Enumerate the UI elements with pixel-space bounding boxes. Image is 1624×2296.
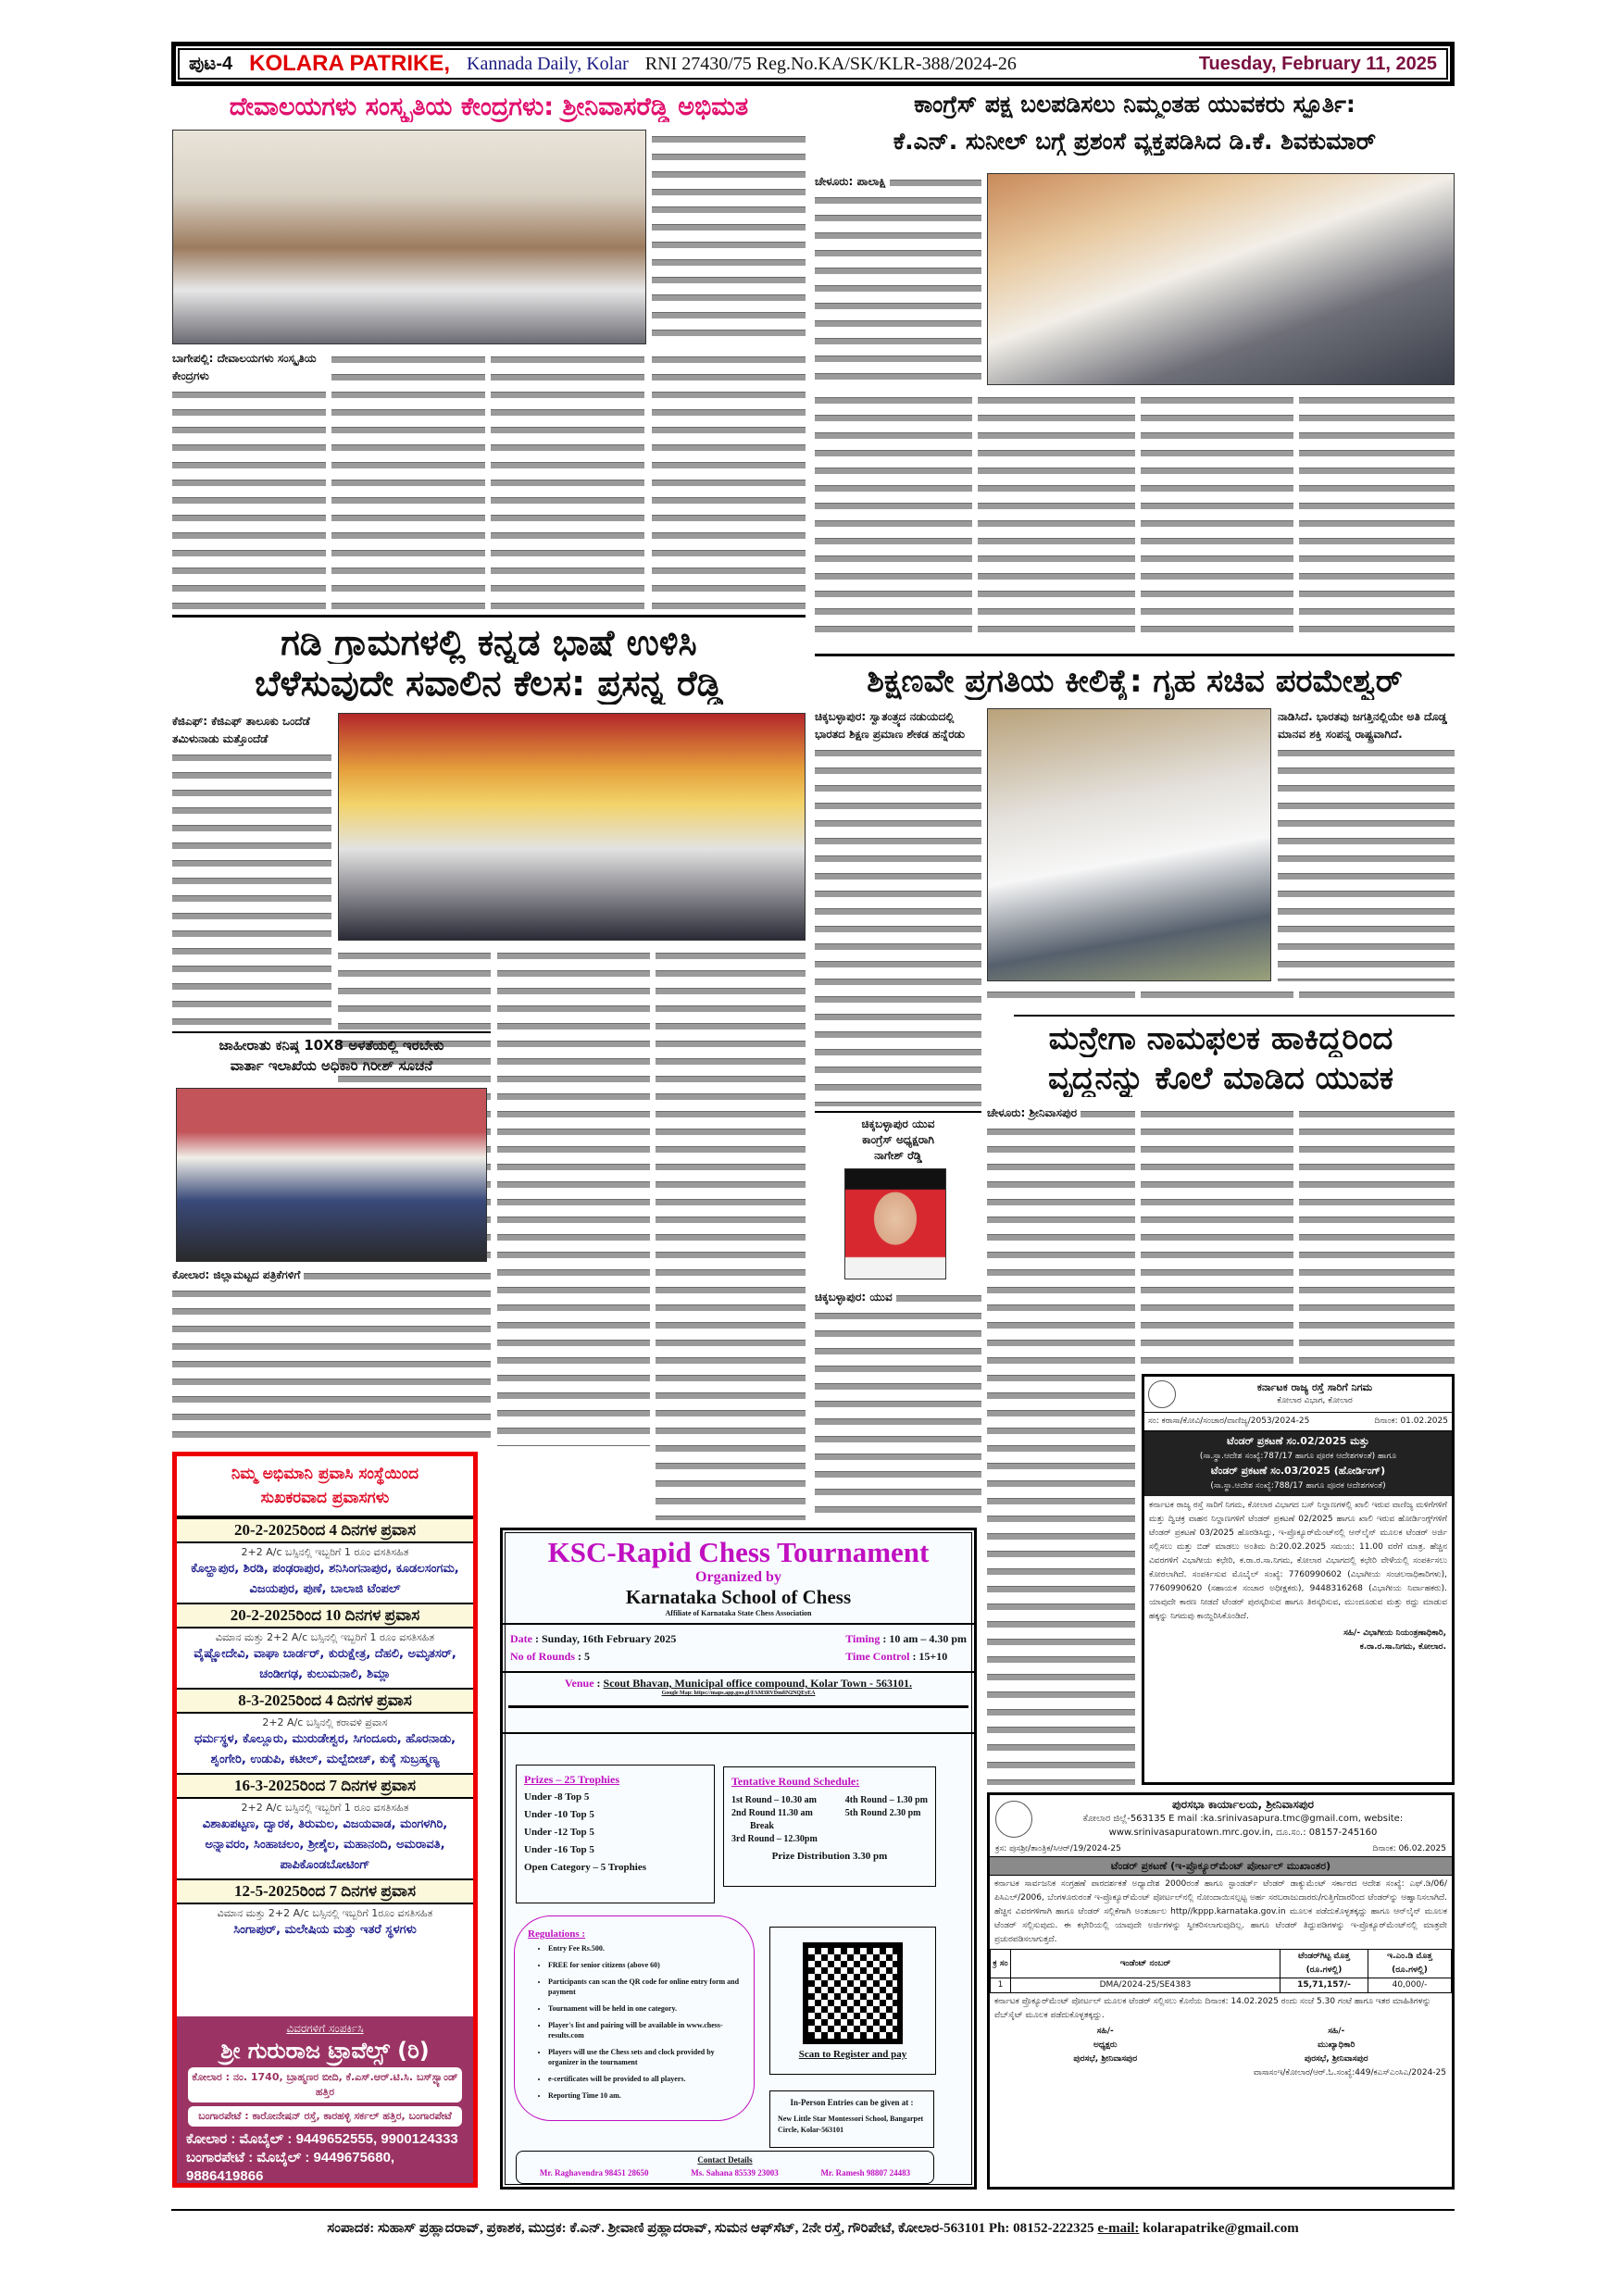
tender-org: ಕರ್ನಾಟಕ ರಾಜ್ಯ ರಸ್ತೆ ಸಾರಿಗೆ ನಿಗಮ [1256, 1381, 1373, 1393]
divider [815, 1111, 981, 1113]
divider [815, 654, 1455, 656]
story-headline: ಮನ್ರೇಗಾ ನಾಮಫಲಕ ಹಾಕಿದ್ದರಿಂದ [1048, 1020, 1393, 1057]
trip-mode: ವಿಮಾನ ಮತ್ತು 2+2 A/c ಬಸ್ಸಿನಲ್ಲಿ ಇಬ್ಬರಿಗೆ 1 ರೂಂ ವಸತಿಸಹಿತ [215, 1631, 435, 1643]
dateline: ಚಿಕ್ಕಬಳ್ಳಾಪುರ: ಸ್ವಾತಂತ್ರ್ಯದ ನಡುಯದಲ್ಲಿ ಭಾರತದ ಶಿಕ್ಷಣ ಪ್ರಮಾಣ ಶೇಕಡ ಹನ್ನೆರಡು [815, 708, 981, 743]
tender-contact: www.srinivasapuratown.mrc.gov.in, ದೂ.ಸಂ.: 08157-245160 [1108, 1828, 1378, 1838]
travel-advertisement [172, 1452, 478, 2188]
address-bangarpet: ಬಂಗಾರಪೇಟೆ : ಕಾರೋನೇಷನ್ ರಸ್ತೆ, ಕಾರಹಳ್ಳಿ ಸರ್ಕಲ್ ಹತ್ತಿರ, ಬಂಗಾರಪೇಟೆ [188, 2106, 462, 2127]
dateline: ಬಾಗೇಪಲ್ಲಿ: ದೇವಾಲಯಗಳು ಸಂಸ್ಕೃತಿಯ ಕೇಂದ್ರಗಳು [172, 350, 326, 385]
schedule-title: Tentative Round Schedule: [731, 1775, 860, 1788]
article-text [172, 1267, 491, 1442]
divider [1014, 1015, 1455, 1017]
prize-distribution: Prize Distribution 3.30 pm [771, 1851, 888, 1862]
dateline: ಚೇಳೂರು: ಶ್ರೀನಿವಾಸಪುರ [987, 1104, 1081, 1122]
article-text [652, 350, 806, 611]
article-text [1141, 1104, 1293, 1368]
news-photo [176, 1088, 487, 1262]
divider [172, 1031, 491, 1033]
phone-bangarpet: ಬಂಗಾರಪೇಟೆ : ಮೊಬೈಲ್ : 9449675680, 9886419866 [186, 2150, 395, 2184]
column-header: ಇ.ಎಂ.ಡಿ ಮೊತ್ತ (ರೂ.ಗಳಲ್ಲಿ) [1368, 1950, 1452, 1978]
story-headline: ದೇವಾಲಯಗಳು ಸಂಸ್ಕೃತಿಯ ಕೇಂದ್ರಗಳು: ಶ್ರೀನಿವಾಸರೆಡ್ಡಿ ಅಭಿಮತ [229, 93, 749, 121]
masthead [171, 42, 1455, 86]
trip-item [177, 1603, 473, 1688]
dateline: ಕೋಲಾರ: ಜಿಲ್ಲಾಮಟ್ಟದ ಪತ್ರಿಕೆಗಳಿಗೆ [172, 1267, 304, 1284]
article-text [1141, 985, 1293, 1009]
article-text [1141, 391, 1293, 639]
regulation-item: • Reporting Time 10 am. [548, 2090, 741, 2101]
story-headline: ಕೆ.ಎನ್. ಸುನೀಲ್ ಬಗ್ಗೆ ಪ್ರಶಂಸೆ ವ್ಯಕ್ತಪಡಿಸಿದ ಡಿ.ಕೆ. ಶಿವಕುಮಾರ್ [893, 128, 1377, 155]
tender-date: ದಿನಾಂಕ: 06.02.2025 [1372, 1844, 1446, 1853]
regulation-item: • Participants can scan the QR code for online entry form and payment [548, 1977, 741, 1997]
column-header: ಕ್ರ ಸಂ [991, 1950, 1011, 1978]
regulations-box [514, 1915, 755, 2121]
prizes-title: Prizes – 25 Trophies [524, 1773, 619, 1786]
schedule-item: 1st Round – 10.30 am [731, 1795, 817, 1805]
prize-item: Under -10 Top 5 [524, 1809, 594, 1820]
time-control-value: : 15+10 [912, 1650, 948, 1663]
trip-date: 20-2-2025ರಿಂದ 10 ದಿನಗಳ ಪ್ರವಾಸ [177, 1603, 473, 1628]
signature: ಪುರಸಭೆ, ಶ್ರೀನಿವಾಸಪುರ [1073, 2054, 1138, 2064]
trip-date: 20-2-2025ರಿಂದ 4 ದಿನಗಳ ಪ್ರವಾಸ [177, 1517, 473, 1543]
tournament-title: KSC-Rapid Chess Tournament [547, 1536, 930, 1568]
schedule-item: 2nd Round 11.30 am [731, 1808, 813, 1818]
news-photo [987, 708, 1271, 981]
signature: ಮುಖ್ಯಾಧಿಕಾರಿ [1318, 2040, 1355, 2050]
rounds-label: No of Rounds [510, 1650, 576, 1663]
qr-box [769, 1927, 936, 2075]
article-text [172, 713, 331, 1028]
trip-mode: 2+2 A/c ಬಸ್ಸಿನಲ್ಲಿ ಇಬ್ಬರಿಗೆ 1 ರೂಂ ವಸತಿಸಹಿತ [241, 1802, 409, 1814]
tender-body: ಕರ್ನಾಟಕ ಸಾರ್ವಜನಿಕ ಸಂಗ್ರಹಣೆ ಪಾರದರ್ಶಕತೆ ಅಧ್ಯಾದೇಶ 2000ರಂತೆ ಹಾಗೂ ಸ್ಟಾಂಡರ್ಡ್ ಟೆಂಡರ್ ಡಾಕ್ಯುಮೆಂಟ್ ಸರ್ಕಾರದ ಆದೇಶ ಸಂಖ್ಯೆ: ಎಫ್.ಡಿ/06/ಪಿಸಿಎಲ್/2006, ಬೆಂಗಳೂರುರಂತೆ ಇ-ಪ್ರೊಕ್ಯೂರ್‌ಮೆಂಟ್ ಪೋರ್ಟಲ್‌ನಲ್ಲಿ ನೋಂದಾಯಿಸಲ್ಪಟ್ಟ ಅರ್ಹ ಸರಬರಾಜುದಾರರು/ಗುತ್ತಿಗೆದಾರರಿಂದ ಟೆಂಡರ್‌ನ್ನು ಆಹ್ವಾನಿಸಲಾಗಿದೆ. ಹೆಚ್ಚಿನ ವಿವರಗಳಿಗಾಗಿ ಹಾಗೂ ಟೆಂಡರ್ ಸಲ್ಲಿಕೆಗಾಗಿ ಅಂತರ್ಜಾಲ http//kppp.karnataka.gov.in ಮೂಲಕ ಪಡೆದುಕೊಳ್ಳತಕ್ಕದ್ದು ಹಾಗೂ ಆನ್‌ಲೈನ್ ಮೂಲಕ ಟೆಂಡರ್ ಸಲ್ಲಿಸುವುದು. ಈ ಕಛೇರಿಯಲ್ಲಿ ಯಾವುದೇ ಅರ್ಜಿಗಳನ್ನು ಸ್ವೀಕರಿಸಲಾಗುವುದಿಲ್ಲ. ಹಾಗೂ ಟೆಂಡರ್ ತಿದ್ದುಪಡಿಗಳನ್ನು ಇ-ಪ್ರೊಕ್ಯೂರ್‌ಮೆಂಟ್‌ನಲ್ಲಿ ಮಾತ್ರವೇ ಪ್ರಚುರಪಡಿಸಲಾಗುತ್ತದೆ. [994, 1879, 1447, 1944]
trip-date: 8-3-2025ರಿಂದ 4 ದಿನಗಳ ಪ್ರವಾಸ [177, 1688, 473, 1714]
story-headline: ಕಾಂಗ್ರೆಸ್ ಪಕ್ಷ ಬಲಪಡಿಸಲು ನಿಮ್ಮಂತಹ ಯುವಕರು ಸ್ಫೂರ್ತಿ: [914, 91, 1355, 118]
divider [172, 615, 806, 618]
schedule-item: 4th Round – 1.30 pm [844, 1795, 928, 1805]
tender-banner: ಟೆಂಡರ್ ಪ್ರಕಟಣೆ (ಇ-ಪ್ರೊಕ್ಯೂರ್‌ಮೆಂಟ್ ಪೋರ್ಟಲ್ ಮುಖಾಂತರ) [990, 1856, 1452, 1876]
tender-signature: ಕ.ರಾ.ರ.ಸಾ.ನಿಗಮ, ಕೋಲಾರ. [1359, 1642, 1446, 1652]
tmc-tender-notice [987, 1792, 1455, 2190]
maps-link[interactable]: Google Map: https://maps.app.goo.gl/FAM3RVDmfiN2NQEyEA [661, 1691, 816, 1696]
article-text [1299, 1104, 1455, 1368]
tender-deadline: ಕರ್ನಾಟಕ ಪ್ರೊಕ್ಯೂರ್‌ಮೆಂಟ್ ಪೋರ್ಟಲ್ ಮೂಲಕ ಟೆಂಡರ್ ಸಲ್ಲಿಸಲು ಕೊನೆಯ ದಿನಾಂಕ: 14.02.2025 ರಂದು ಸಂಜೆ 5.30 ಗಂಟೆ ಹಾಗೂ ಇತರ ಮಾಹಿತಿಗಳನ್ನು ವೆಬ್‌ಸೈಟ್ ಮೂಲಕ ಪಡೆದುಕೊಳ್ಳತಕ್ಕದ್ದು. [994, 1997, 1431, 2020]
dateline: ಕೆಜಿಎಫ್: ಕೆಜಿಎಫ್ ತಾಲೂಕು ಒಂದೆಡೆ ತಮಿಳುನಾಡು ಮತ್ತೊಂದೆಡೆ [172, 713, 331, 748]
signature: ಸಹಿ/- [1096, 2027, 1114, 2036]
contact-title: Contact Details [697, 2155, 753, 2165]
inperson-address: New Little Star Montessori School, Bangarpet Circle, Kolar-563101 [778, 2115, 924, 2134]
story-headline: ಜಾಹೀರಾತು ಕನಿಷ್ಠ 10X8 ಅಳತೆಯಲ್ಲಿ ಇರಬೇಕು [219, 1037, 444, 1054]
story-headline: ವಾರ್ತಾ ಇಲಾಖೆಯ ಅಧಿಕಾರಿ ಗಿರೀಶ್ ಸೂಚನೆ [230, 1057, 433, 1074]
dateline: ಚೇಳೂರು: ಪಾಲಾಕ್ಷಿ [815, 173, 890, 191]
inperson-title: In-Person Entries can be given at : [790, 2098, 914, 2107]
tender-table [990, 1949, 1452, 1993]
date-value: : Sunday, 16th February 2025 [535, 1632, 677, 1645]
table-header-row [991, 1950, 1452, 1978]
article-text [815, 708, 981, 1106]
trip-mode: 2+2 A/c ಬಸ್ಸಿನಲ್ಲಿ ಕರಾವಳಿ ಪ್ರವಾಸ [262, 1716, 388, 1728]
prize-item: Open Category – 5 Trophies [524, 1862, 647, 1873]
imprint-footer [171, 2220, 1455, 2237]
affiliation: Affiliate of Karnataka State Chess Association [665, 1609, 812, 1617]
regulation-item: • Player's list and pairing will be available in www.chess-results.com [548, 2020, 741, 2040]
story-headline: ವೃದ್ಧನನ್ನು ಕೊಲೆ ಮಾಡಿದ ಯುವಕ [1047, 1060, 1394, 1097]
table-cell: 40,000/- [1368, 1978, 1452, 1993]
headline-line: ನಾಗೇಶ್ ರೆಡ್ಡಿ [874, 1149, 922, 1162]
organized-by: Organized by [695, 1569, 781, 1585]
trip-mode: ವಿಮಾನ ಮತ್ತು 2+2 A/c ಬಸ್ಸಿನಲ್ಲಿ ಇಬ್ಬರಿಗೆ 1ರೂಂ ವಸತಿಸಹಿತ [217, 1907, 433, 1919]
trip-date: 16-3-2025ರಿಂದ 7 ದಿನಗಳ ಪ್ರವಾಸ [177, 1773, 473, 1799]
table-cell: 15,71,157/- [1280, 1978, 1368, 1993]
article-text [491, 350, 644, 611]
article-text [978, 391, 1135, 639]
headline-line: ಚಿಕ್ಕಬಳ್ಳಾಪುರ ಯುವ [861, 1117, 935, 1130]
page-number: ಪುಟ-4 [189, 53, 233, 74]
column-header: ಟೆಂಡರ್‌ಗಿಟ್ಟ ಮೊತ್ತ (ರೂ.ಗಳಲ್ಲಿ) [1280, 1950, 1368, 1978]
trip-places: ಧರ್ಮಸ್ಥಳ, ಕೊಲ್ಲೂರು, ಮುರುಡೇಶ್ವರ, ಸಿಗಂದೂರು, ಹೊರನಾಡು, ಶೃಂಗೇರಿ, ಉಡುಪಿ, ಕಟೀಲ್, ಮಲ್ಪೆಬೀಚ್, ಕುಕ್ಕೆ ಸುಬ್ರಹ್ಮಣ್ಯ [194, 1732, 456, 1766]
trip-list [177, 1517, 473, 1943]
schedule-item: 3rd Round – 12.30pm [731, 1834, 818, 1844]
tender-division: ಕೋಲಾರ ವಿಭಾಗ, ಕೋಲಾರ [1277, 1396, 1353, 1405]
trip-item [177, 1878, 473, 1943]
news-photo [338, 713, 806, 941]
tender-signature: ಸಹಿ/- ವಿಭಾಗೀಯ ನಿಯಂತ್ರಣಾಧಿಕಾರಿ, [1343, 1628, 1446, 1638]
contact-box [516, 2151, 934, 2184]
trip-places: ಸಿಂಗಾಪುರ್, ಮಲೇಷಿಯ ಮತ್ತು ಇತರೆ ಸ್ಥಳಗಳು [233, 1923, 417, 1937]
travel-contact [177, 2016, 473, 2183]
trip-date: 12-5-2025ರಿಂದ 7 ದಿನಗಳ ಪ್ರವಾಸ [177, 1878, 473, 1904]
issue-date: Tuesday, February 11, 2025 [1198, 53, 1437, 74]
ksrtc-emblem-icon [1148, 1380, 1176, 1408]
rounds-value: : 5 [578, 1650, 591, 1663]
story-headline: ಶಿಕ್ಷಣವೇ ಪ್ರಗತಿಯ ಕೀಲಿಕೈ: ಗೃಹ ಸಚಿವ ಪರಮೇಶ್ವರ್ [867, 663, 1403, 700]
contact-person: Ms. Sahana 85539 23003 [691, 2168, 779, 2177]
headline-line: ಕಾಂಗ್ರೆಸ್ ಅಧ್ಯಕ್ಷರಾಗಿ [862, 1133, 934, 1146]
email-label: e-mail: [1097, 2221, 1140, 2236]
contact-person: Mr. Ramesh 98807 24483 [820, 2168, 911, 2177]
article-text [987, 985, 1135, 1009]
trip-places: ವಿಶಾಖಪಟ್ಟಣ, ದ್ವಾರಕ, ತಿರುಮಲ, ವಿಜಯವಾಡ, ಮಂಗಳಗಿರಿ, ಅನ್ನಾವರಂ, ಸಿಂಹಾಚಲಂ, ಶ್ರೀಶೈಲ, ಮಹಾನಂದಿ, ಅಮರಾವತಿ, ಪಾಪಿಕೊಂಡಬೋಟಿಂಗ್ [202, 1817, 448, 1872]
regulation-item: • e-certificates will be provided to all players. [548, 2074, 741, 2084]
signature: ಅಧ್ಯಕ್ಷರು [1093, 2040, 1118, 2050]
tender-banner: ಟೆಂಡರ್ ಪ್ರಕಟಣೆ ಸಂ.02/2025 ಮತ್ತು [1227, 1435, 1369, 1447]
company-name: ಶ್ರೀ ಗುರುರಾಜ ಟ್ರಾವೆಲ್ಸ್ (ರಿ) [220, 2038, 430, 2064]
newspaper-name: KOLARA PATRIKE, [249, 51, 451, 76]
date-label: Date [510, 1632, 532, 1645]
article-text [815, 391, 972, 639]
tender-banner: (ಸಾ.ಸ್ಥಾ.ಆದೇಶ ಸಂಖ್ಯೆ:788/17 ಹಾಗೂ ಪೂರಕ ಆದೇಶಗಳಂತೆ) [1210, 1481, 1386, 1491]
story-headline [815, 1117, 981, 1164]
chess-tournament-advertisement: KSC-Rapid Chess Tournament Organized by Karnataka School of Chess Affiliate of Karnataka State Chess Association Date : Sunday, 16th February 2025 No of Rounds : 5 Timing : 10 am – 4.30 pm Time Control : 15+10 Venue : Scout Bhavan, Municipal office compound, Kolar Town - 563101. Google Map: https://maps.app.goo.gl/FAM3RVDmfiN2NQEyEA Prizes – 25 Trophies Under -8 Top 5 Under -10 Top 5 Under -12 Top 5 Under -16 Top 5 Open Category – 5 Trophies Tentative Round Schedule: 1st Round – 10.30 am 2nd Round 11.30 am Break 3rd Round – 12.30pm 4th Round – 1.30 pm 5th Round 2.30 pm Prize Distribution 3.30 pm Regulations : • Entry Fee Rs.500. • FREE for senior citizens (above 60) • Participants can scan the QR code for online entry form and payment • Tournament will be held in one category. • Player's list and pairing will be available in www.chess-results.com • Players will use the Chess sets and clock provided by organizer in the tournament • e-certificates will be provided to all players. • Reporting Time 10 am. Scan to Register and pay In-Person Entries can be given at : New Little Star Montessori School, Bangarpet Circle, Kolar-563101 Contact Details Mr. Raghavendra 98451 28650 Ms. Sahana 85539 23003 Mr. Ramesh 98807 24483 [500, 1528, 977, 2190]
trip-item [177, 1773, 473, 1878]
regulation-item: • Players will use the Chess sets and clock provided by organizer in the tournament [548, 2047, 741, 2067]
ksrtc-tender-notice [1142, 1374, 1455, 1785]
trip-places: ವೈಷ್ಣೋದೇವಿ, ವಾಘಾ ಬಾರ್ಡರ್, ಕುರುಕ್ಷೇತ್ರ, ದೆಹಲಿ, ಅಮೃತಸರ್, ಚಂಡೀಗಢ, ಕುಲುಮನಾಲಿ, ಶಿಮ್ಲಾ [194, 1647, 456, 1681]
time-control-label: Time Control [845, 1650, 910, 1663]
tender-ref: ಸಂ: ಕರಾಸಾ/ಕೋವಿ/ಸಂಚಾರ/ವಾಣಿಜ್ಯ/2053/2024-25 [1148, 1416, 1310, 1426]
contact-label: ವಿವರಗಳಿಗೆ ಸಂಪರ್ಕಿಸಿ [286, 2022, 364, 2035]
email-address: kolarapatrike@gmail.com [1143, 2221, 1299, 2236]
regulation-item: • FREE for senior citizens (above 60) [548, 1960, 741, 1970]
regulation-item: • Entry Fee Rs.500. [548, 1943, 741, 1953]
article-text [1299, 985, 1455, 1009]
venue-label: Venue [564, 1677, 594, 1690]
prize-item: Under -16 Top 5 [524, 1844, 594, 1855]
article-text [172, 350, 326, 611]
signature: ಪುರಸಭೆ, ಶ್ರೀನಿವಾಸಪುರ [1304, 2054, 1368, 2064]
trip-item [177, 1688, 473, 1773]
tender-body: ಕರ್ನಾಟಕ ರಾಜ್ಯ ರಸ್ತೆ ಸಾರಿಗೆ ನಿಗಮ, ಕೋಲಾರ ವಿಭಾಗದ ಬಸ್ ನಿಲ್ದಾಣಗಳಲ್ಲಿ ಖಾಲಿ ಇರುವ ವಾಣಿಜ್ಯ ಮಳಿಗೆಗಳಿಗೆ ಮತ್ತು ದ್ವಿಚಕ್ರ ವಾಹನ ನಿಲ್ದಾಣಗಳಿಗೆ ಟೆಂಡರ್ ಪ್ರಕಟಣೆ 02/2025 ಹಾಗೂ ಖಾಲಿ ಇರುವ ಹೋರ್ಡಿಂಗ್ಸ್‌ಗಳಿಗೆ ಟೆಂಡರ್ ಪ್ರಕಟಣೆ 03/2025 ಹೊರಡಿಸಿದ್ದು, ಇ-ಪ್ರೊಕ್ಯೂರ್‌ಮೆಂಟ್‌ನಲ್ಲಿ ಆನ್‌ಲೈನ್ ಮೂಲಕ ಟೆಂಡರ್ ಅರ್ಜಿ ಸಲ್ಲಿಸಲು ಮತ್ತು ಬಿಡ್ ಮಾಡಲು ಅಂತಿಮ ದಿ:20.02.2025 ಸಮಯ: 11.00 ವರೆಗೆ ಮಾತ್ರ. ಹೆಚ್ಚಿನ ವಿವರಗಳಿಗೆ ವಿಭಾಗೀಯ ಕಛೇರಿ, ಕ.ರಾ.ರ.ಸಾ.ನಿಗಮ, ಕೋಲಾರ ವಿಭಾಗದಲ್ಲಿ ಕಛೇರಿ ವೇಳೆಯಲ್ಲಿ ಸಂಪರ್ಕಿಸಲು ಕೋರಲಾಗಿದೆ. ಸಂಪರ್ಕಿಸುವ ಮೊಬೈಲ್ ಸಂಖ್ಯೆ: 7760990602 (ವಿಭಾಗೀಯ ಸಂಚಲನಾಧಿಕಾರಿಗಳು), 7760990620 (ಸಹಾಯಕ ಸಂಚಾರ ಅಧೀಕ್ಷಕರು), 9448316268 (ವಿಭಾಗೀಯ ನಿರ್ವಾಹಕರು). ಯಾವುದೇ ಕಾರಣ ನೀಡದೆ ಟೆಂಡರ್ ಪುರಸ್ಕರಿಸುವ ಹಾಗೂ ತಿರಸ್ಕರಿಸುವ, ಮುಂದೂಡುವ ಮತ್ತು ರದ್ದು ಮಾಡುವ ಹಕ್ಕನ್ನು ನಿಗಮವು ಕಾಯ್ದಿರಿಸಿಕೊಂಡಿದೆ. [1149, 1501, 1447, 1621]
news-photo [987, 173, 1455, 385]
article-text [331, 350, 485, 611]
schedule-item: Break [750, 1821, 774, 1831]
ad-title: ನಿಮ್ಮ ಅಭಿಮಾನಿ ಪ್ರವಾಸಿ ಸಂಸ್ಥೆಯಿಂದ [231, 1465, 419, 1483]
portrait-photo [844, 1168, 946, 1279]
phone-kolar: ಕೋಲಾರ : ಮೊಬೈಲ್ : 9449652555, 9900124333 [186, 2131, 458, 2147]
tender-code: ವಾಸಾಸಂಇ/ಕೋಲಾರ/ಆರ್.ಓ.ಸಂಖ್ಯೆ:449/ಕಎಸ್‌ಎಂಸಿಎ/2024-25 [1253, 2068, 1446, 2078]
prizes-box [516, 1765, 715, 1903]
article-text [815, 1289, 981, 1520]
article-text [815, 173, 981, 385]
trip-item [177, 1517, 473, 1603]
footer-divider [171, 2209, 1455, 2211]
dateline: ಚಿಕ್ಕಬಳ್ಳಾಪುರ: ಯುವ [815, 1289, 896, 1306]
article-text [497, 946, 650, 1446]
signature: ಸಹಿ/- [1328, 2027, 1345, 2036]
table-cell: DMA/2024-25/SE4383 [1011, 1978, 1280, 1993]
timing-value: : 10 am – 4.30 pm [882, 1632, 967, 1645]
article-text [652, 130, 806, 344]
organizer-name: Karnataka School of Chess [625, 1586, 852, 1608]
qr-code-icon[interactable] [803, 1942, 903, 2044]
trip-places: ಕೊಲ್ಹಾಪುರ, ಶಿರಡಿ, ಪಂಢರಾಪುರ, ಶನಿಸಿಂಗನಾಪುರ, ಕೂಡಲಸಂಗಮ, ವಿಜಯಪುರ, ಪುಣೆ, ಬಾಲಾಜಿ ಟೆಂಪಲ್ [191, 1562, 459, 1596]
table-row [991, 1978, 1452, 1993]
timing-label: Timing [845, 1632, 881, 1645]
article-text [656, 946, 806, 1520]
tender-ref: ಕ್ರಸ: ಪುಸಶ್ರೀ/ತಾಂತ್ರಿಕ/ಸಿಆರ್/19/2024-25 [995, 1844, 1121, 1853]
tender-contact: ಕೋಲಾರ ಜಿಲ್ಲೆ-563135 E mail :ka.srinivasapura.tmc@gmail.com, website: [1082, 1814, 1404, 1824]
inperson-box [769, 2090, 934, 2148]
schedule-box [723, 1766, 936, 1887]
schedule-item: 5th Round 2.30 pm [844, 1808, 921, 1818]
table-cell: 1 [991, 1978, 1011, 1993]
trip-mode: 2+2 A/c ಬಸ್ಸಿನಲ್ಲಿ ಇಬ್ಬರಿಗೆ 1 ರೂಂ ವಸತಿಸಹಿತ [241, 1546, 409, 1558]
story-headline: ಬೆಳೆಸುವುದೇ ಸವಾಲಿನ ಕೆಲಸ: ಪ್ರಸನ್ನ ರೆಡ್ಡಿ [255, 663, 723, 704]
story-headline: ಗಡಿ ಗ್ರಾಮಗಳಲ್ಲಿ ಕನ್ನಡ ಭಾಷೆ ಉಳಿಸಿ [281, 622, 697, 663]
tender-banner: ಟೆಂಡರ್ ಪ್ರಕಟಣೆ ಸಂ.03/2025 (ಹೋರ್ಡಿಂಗ್) [1210, 1465, 1386, 1477]
imprint-text: ಸಂಪಾದಕ: ಸುಹಾಸ್ ಪ್ರಹ್ಲಾದರಾವ್, ಪ್ರಕಾಶಕ, ಮುದ್ರಕ: ಕೆ.ಎನ್. ಶ್ರೀವಾಣಿ ಪ್ರಹ್ಲಾದರಾವ್, ಸುಮನ ಆಫ್‌ಸೆಟ್, 2ನೇ ರಸ್ತೆ, ಗೌರಿಪೇಟೆ, ಕೋಲಾರ-563101 Ph: 08152-222325 [327, 2221, 1094, 2236]
qr-caption: Scan to Register and pay [798, 2049, 907, 2060]
article-text [987, 1104, 1135, 1785]
article-text [1299, 391, 1455, 639]
column-header: ಇಂಡೆಂಟ್ ನಂಬರ್ [1011, 1950, 1280, 1978]
venue-value: Scout Bhavan, Municipal office compound, Kolar Town - 563101. [603, 1677, 913, 1690]
prize-item: Under -8 Top 5 [524, 1791, 590, 1803]
tender-date: ದಿನಾಂಕ: 01.02.2025 [1374, 1416, 1448, 1426]
address-kolar: ಕೋಲಾರ : ನಂ. 1740, ಬ್ರಾಹ್ಮಣರ ಬೀದಿ, ಕೆ.ಎಸ್.ಆರ್.ಟಿ.ಸಿ. ಬಸ್‌ಸ್ಟ್ಯಾಂಡ್ ಹತ್ತಿರ [188, 2067, 462, 2103]
news-photo [172, 130, 646, 344]
registration-number: RNI 27430/75 Reg.No.KA/SK/KLR-388/2024-26 [644, 53, 1017, 74]
prize-item: Under -12 Top 5 [524, 1827, 594, 1838]
newspaper-subtitle: Kannada Daily, Kolar [467, 53, 629, 74]
regulations-title: Regulations : [528, 1928, 586, 1940]
article-continuation: ನಾಡಿಸಿದೆ. ಭಾರತವು ಜಗತ್ತಿನಲ್ಲಿಯೇ ಅತಿ ದೊಡ್ಡ ಮಾನವ ಶಕ್ತಿ ಸಂಪನ್ನ ರಾಷ್ಟ್ರವಾಗಿದೆ. [1278, 708, 1455, 743]
ad-title: ಸುಖಕರವಾದ ಪ್ರವಾಸಗಳು [260, 1489, 390, 1507]
contact-person: Mr. Raghavendra 98451 28650 [539, 2168, 649, 2177]
tender-org: ಪುರಸಭಾ ಕಾರ್ಯಾಲಯ, ಶ್ರೀನಿವಾಸಪುರ [1171, 1798, 1315, 1811]
tender-banner: (ಸಾ.ಸ್ಥಾ.ಆದೇಶ ಸಂಖ್ಯೆ:787/17 ಹಾಗೂ ಪೂರಕ ಆದೇಶಗಳಂತೆ) ಹಾಗೂ [1199, 1452, 1397, 1461]
municipal-emblem-icon [995, 1801, 1032, 1838]
regulation-item: • Tournament will be held in one category. [548, 2003, 741, 2014]
article-text [1278, 708, 1455, 981]
